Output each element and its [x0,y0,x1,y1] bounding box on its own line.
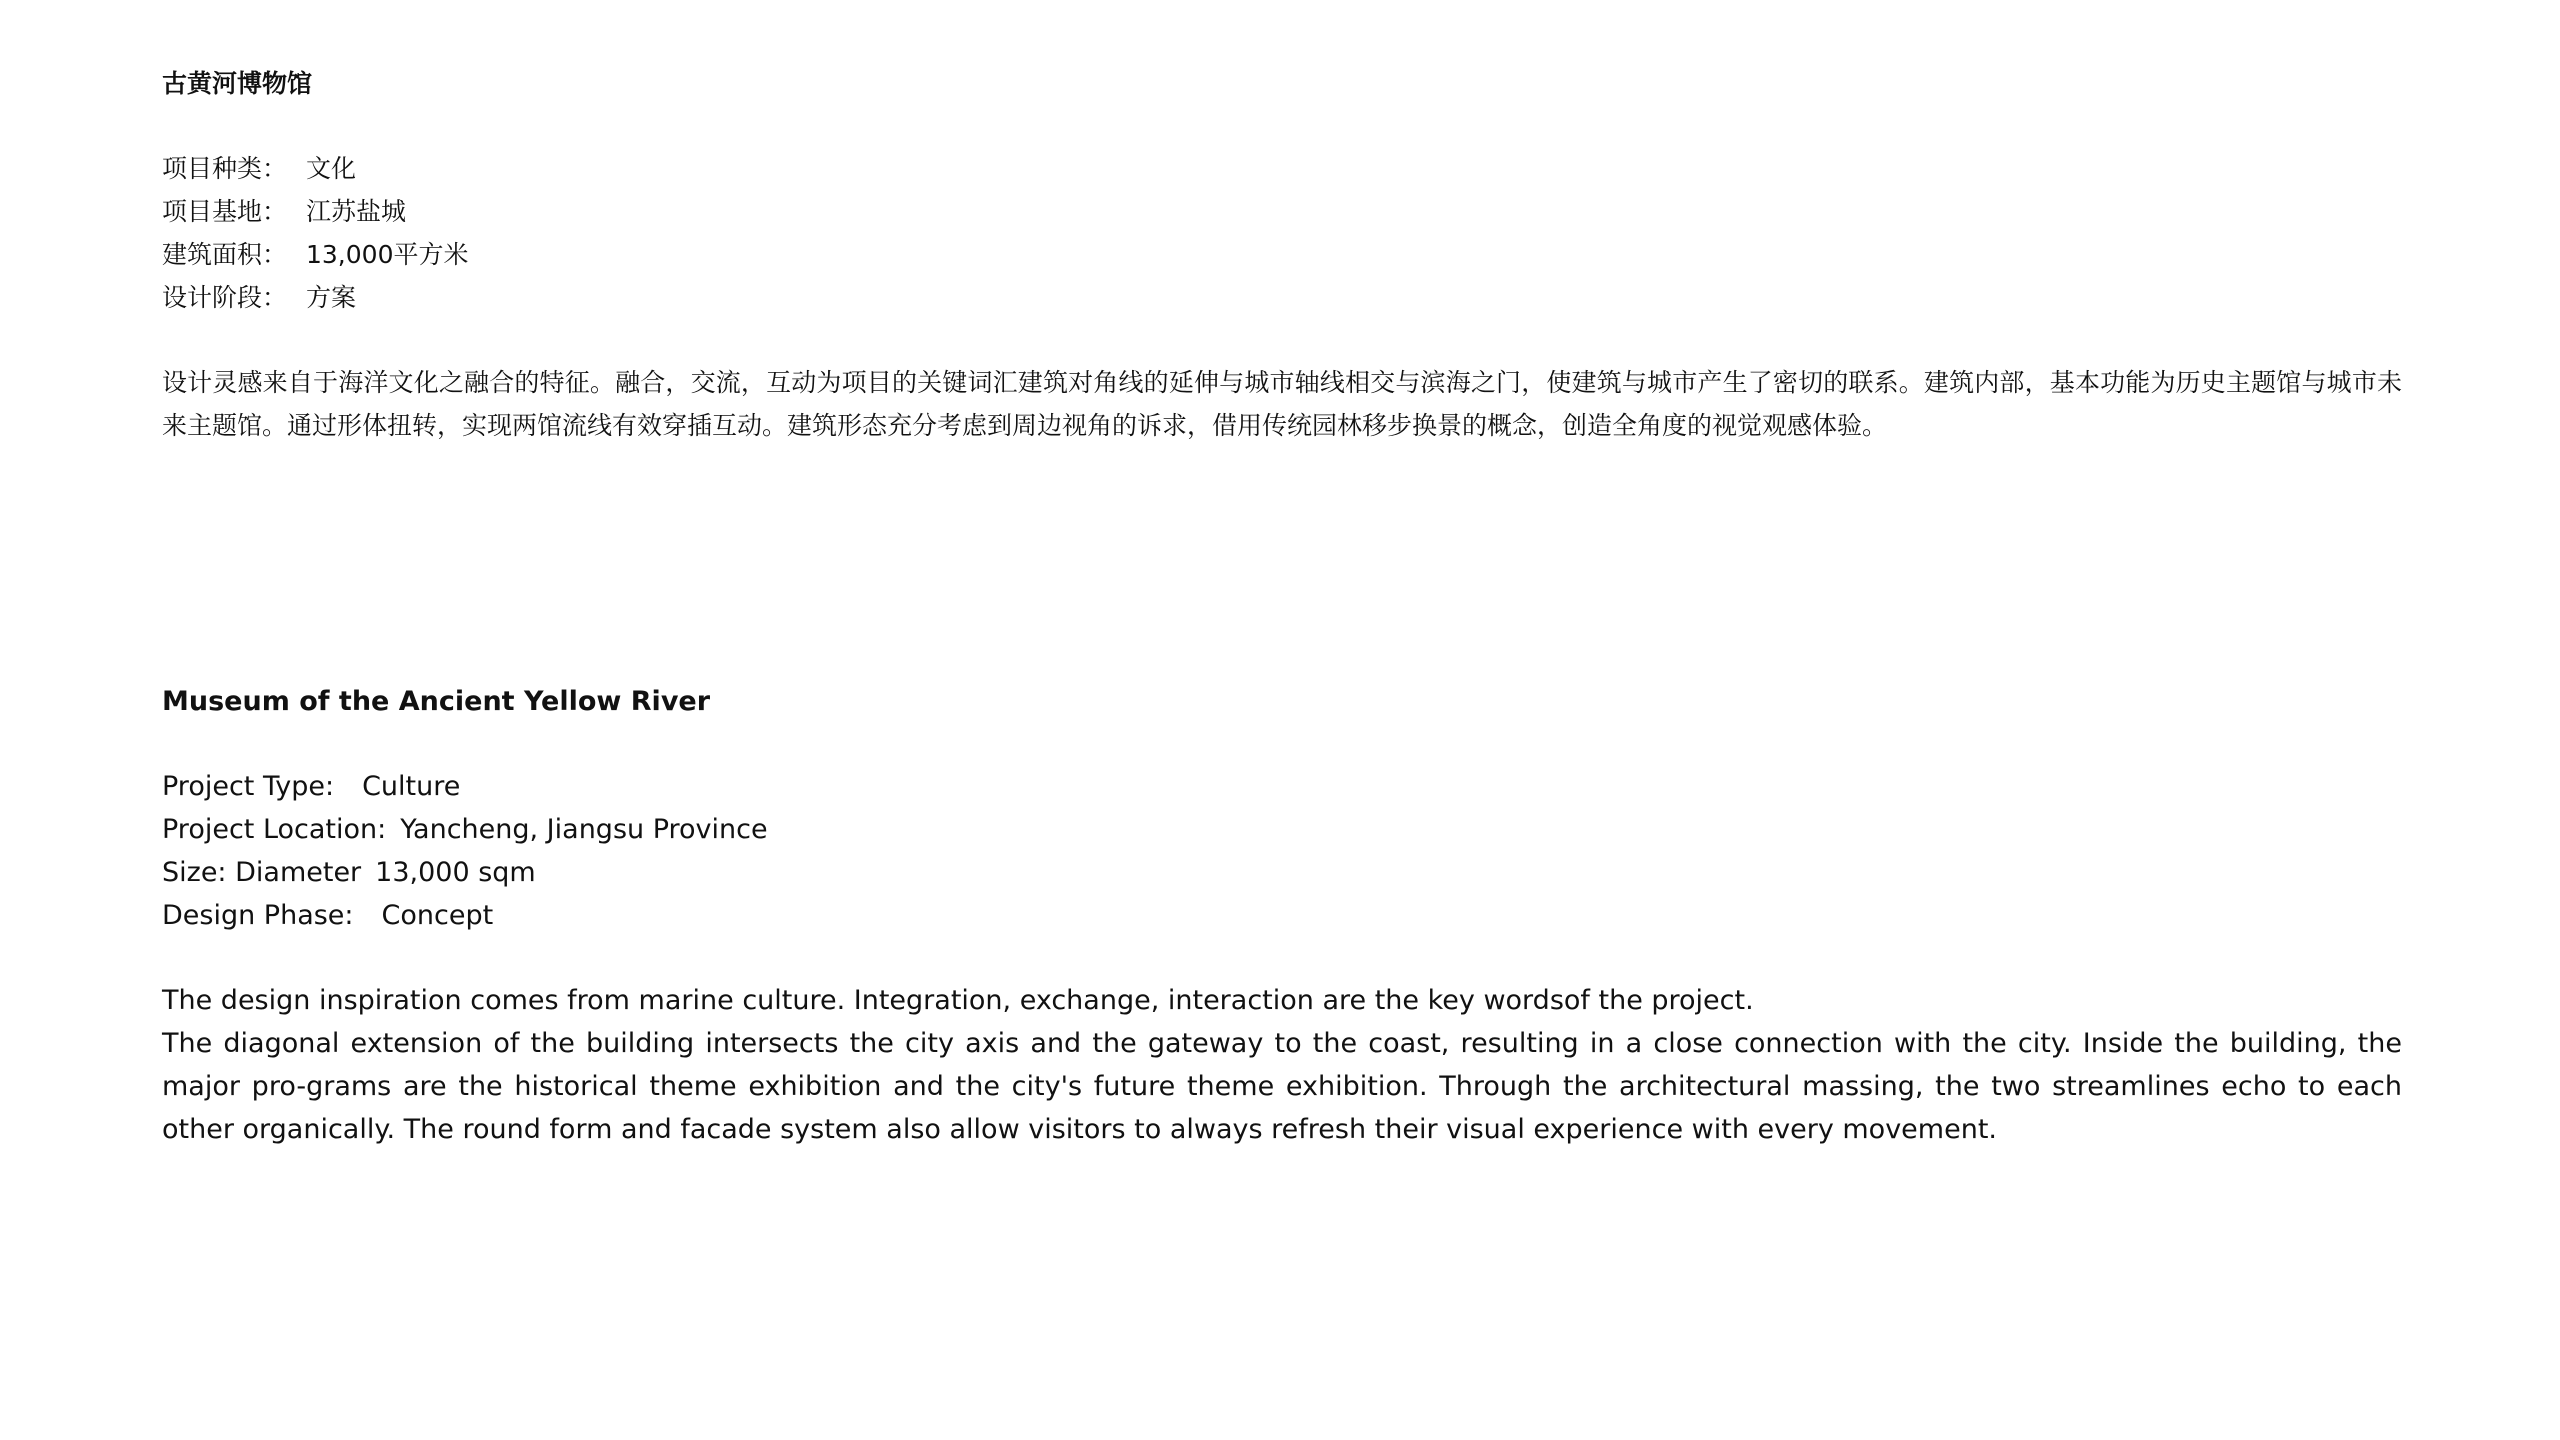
info-value: 江苏盐城 [306,197,407,226]
chinese-title: 古黄河博物馆 [162,69,313,98]
info-row-type [162,147,2402,190]
chinese-section [162,62,2402,447]
info-value: Concept [381,900,494,931]
chinese-paragraph: 设计灵感来自于海洋文化之融合的特征。融合，交流，互动为项目的关键词汇建筑对角线的延伸与城市轴线相交与滨海之门，使建筑与城市产生了密切的联系。建筑内部，基本功能为历史主题馆与城市未来主题馆。通过形体扭转，实现两馆流线有效穿插互动。建筑形态充分考虑到周边视角的诉求，借用传统园林移步换景的概念，创造全角度的视觉观感体验。 [162,368,2402,440]
info-value: 方案 [306,283,357,312]
info-value: 13,000平方米 [306,240,469,269]
info-value: 文化 [306,154,357,183]
info-label: 建筑面积： [162,240,288,269]
chinese-project-info [162,147,2402,319]
chinese-description [162,361,2402,447]
info-label: Size: Diameter [162,857,362,888]
info-label: Project Location: [162,814,387,845]
info-row-area [162,233,2402,276]
english-project-info [162,765,2402,937]
info-row-type [162,765,2402,808]
info-row-phase [162,276,2402,319]
info-value: Yancheng, Jiangsu Province [400,814,768,845]
info-label: 项目基地： [162,197,288,226]
english-section [162,680,2402,1151]
info-row-location [162,808,2402,851]
info-label: Design Phase: [162,900,354,931]
english-paragraph-1: The design inspiration comes from marine culture. Integration, exchange, interaction are the key wordsof the project. [162,985,1754,1016]
info-value: 13,000 sqm [375,857,536,888]
info-row-phase [162,894,2402,937]
info-label: Project Type: [162,771,335,802]
english-description [162,979,2402,1151]
info-label: 设计阶段： [162,283,288,312]
info-value: Culture [362,771,461,802]
info-row-location [162,190,2402,233]
info-row-size [162,851,2402,894]
english-title: Museum of the Ancient Yellow River [162,686,711,717]
english-paragraph-2: The diagonal extension of the building intersects the city axis and the gateway to the coast, resulting in a close connection with the city. Inside the building, the major pro-grams are the historical theme exhibition and the city's future theme exhibition. Through the architectural massing, the two streamlines echo to each other organically. The round form and facade system also allow visitors to always refresh their visual experience with every movement. [162,1028,2402,1145]
info-label: 项目种类： [162,154,288,183]
